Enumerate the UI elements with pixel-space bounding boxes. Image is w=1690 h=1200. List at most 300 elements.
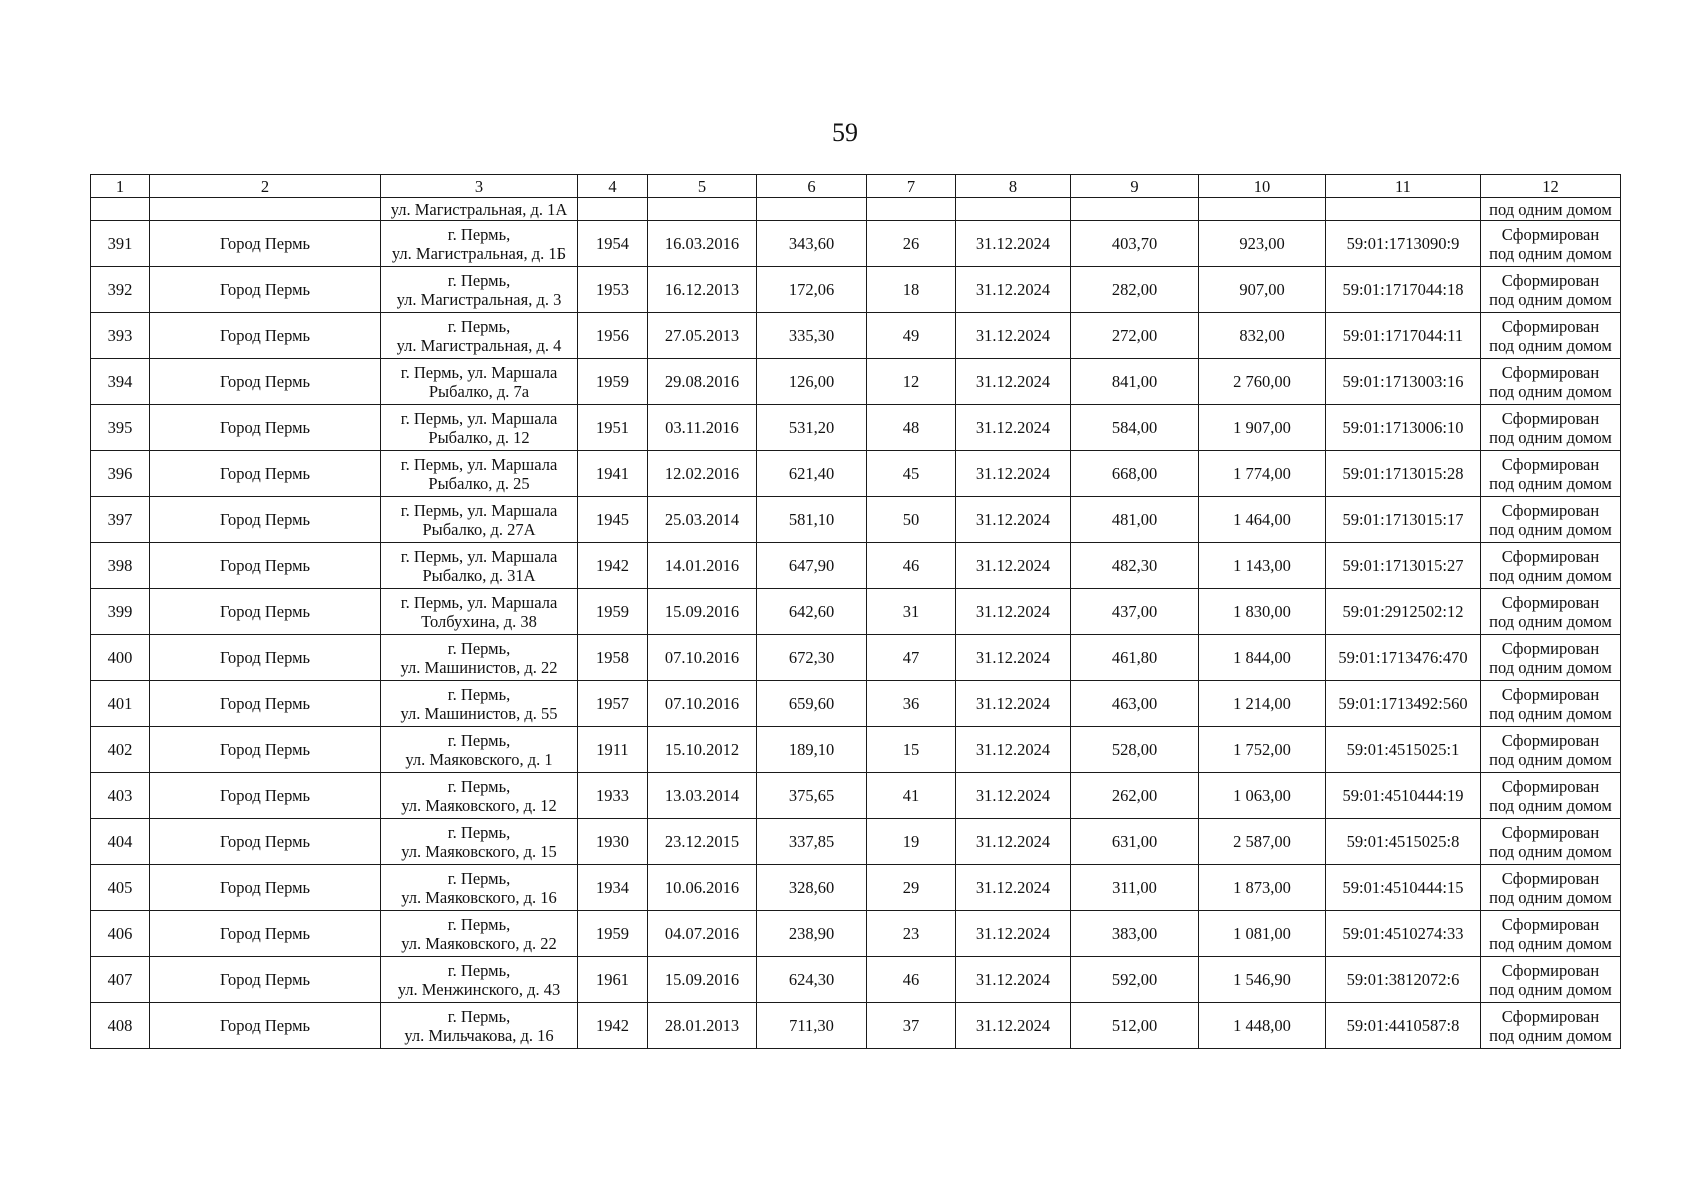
status-line-1: Сформирован (1501, 868, 1600, 888)
value-col9-cell: 383,00 (1071, 911, 1199, 957)
address-cell (381, 405, 578, 451)
value-col9-cell: 512,00 (1071, 1003, 1199, 1049)
area-cell: 647,90 (757, 543, 867, 589)
year-cell: 1911 (578, 727, 648, 773)
status-line-1: Сформирован (1501, 270, 1600, 290)
residents-cell: 12 (867, 359, 956, 405)
column-header: 4 (578, 175, 648, 198)
date-cell: 28.01.2013 (648, 1003, 757, 1049)
address-line-2: ул. Маяковского, д. 16 (401, 887, 557, 907)
date-cell: 04.07.2016 (648, 911, 757, 957)
address-cell (381, 957, 578, 1003)
address-cell (381, 221, 578, 267)
status-cell (1481, 497, 1621, 543)
residents-cell: 37 (867, 1003, 956, 1049)
table-row (91, 865, 1621, 911)
cell-empty (867, 198, 956, 221)
address-cell (381, 819, 578, 865)
deadline-cell: 31.12.2024 (956, 267, 1071, 313)
row-number: 392 (91, 267, 150, 313)
date-cell: 07.10.2016 (648, 635, 757, 681)
status-cell (1481, 911, 1621, 957)
cadastral-number-cell: 59:01:1713015:27 (1326, 543, 1481, 589)
address-cell (381, 773, 578, 819)
value-col10-cell: 1 143,00 (1199, 543, 1326, 589)
residents-cell: 48 (867, 405, 956, 451)
row-number: 391 (91, 221, 150, 267)
address-line-2: ул. Маяковского, д. 1 (405, 749, 553, 769)
date-cell: 23.12.2015 (648, 819, 757, 865)
address-line-1: г. Пермь, ул. Маршала (400, 592, 558, 612)
value-col10-cell: 923,00 (1199, 221, 1326, 267)
area-cell: 335,30 (757, 313, 867, 359)
deadline-cell: 31.12.2024 (956, 497, 1071, 543)
status-line-1: Сформирован (1501, 638, 1600, 658)
deadline-cell: 31.12.2024 (956, 865, 1071, 911)
year-cell: 1956 (578, 313, 648, 359)
value-col9-cell: 461,80 (1071, 635, 1199, 681)
cadastral-number-cell: 59:01:1713476:470 (1326, 635, 1481, 681)
deadline-cell: 31.12.2024 (956, 635, 1071, 681)
address-cell (381, 727, 578, 773)
status-line-1: Сформирован (1501, 1006, 1600, 1026)
date-cell: 03.11.2016 (648, 405, 757, 451)
value-col10-cell: 1 464,00 (1199, 497, 1326, 543)
value-col10-cell: 2 587,00 (1199, 819, 1326, 865)
address-line-1: г. Пермь, (447, 960, 511, 980)
column-header: 5 (648, 175, 757, 198)
status-cell (1481, 727, 1621, 773)
residents-cell: 29 (867, 865, 956, 911)
address-line-1: г. Пермь, (447, 822, 511, 842)
area-cell: 659,60 (757, 681, 867, 727)
deadline-cell: 31.12.2024 (956, 911, 1071, 957)
column-header: 7 (867, 175, 956, 198)
status-cell (1481, 313, 1621, 359)
year-cell: 1958 (578, 635, 648, 681)
address-line-1: г. Пермь, (447, 868, 511, 888)
row-number: 397 (91, 497, 150, 543)
year-cell: 1945 (578, 497, 648, 543)
status-line-2: под одним домом (1489, 243, 1612, 263)
continuation-status: под одним домом (1481, 198, 1621, 221)
value-col10-cell: 1 907,00 (1199, 405, 1326, 451)
column-header: 12 (1481, 175, 1621, 198)
municipality-cell: Город Пермь (150, 405, 381, 451)
value-col9-cell: 403,70 (1071, 221, 1199, 267)
deadline-cell: 31.12.2024 (956, 819, 1071, 865)
municipality-cell: Город Пермь (150, 497, 381, 543)
status-line-2: под одним домом (1489, 519, 1612, 539)
value-col10-cell: 1 844,00 (1199, 635, 1326, 681)
area-cell: 172,06 (757, 267, 867, 313)
status-line-1: Сформирован (1501, 408, 1600, 428)
table-row (91, 543, 1621, 589)
address-line-1: г. Пермь, ул. Маршала (400, 454, 558, 474)
address-cell (381, 313, 578, 359)
area-cell: 238,90 (757, 911, 867, 957)
cadastral-number-cell: 59:01:4515025:8 (1326, 819, 1481, 865)
year-cell: 1942 (578, 1003, 648, 1049)
address-line-1: г. Пермь, ул. Маршала (400, 408, 558, 428)
deadline-cell: 31.12.2024 (956, 773, 1071, 819)
address-line-2: ул. Магистральная, д. 3 (396, 289, 562, 309)
status-line-2: под одним домом (1489, 841, 1612, 861)
residents-cell: 31 (867, 589, 956, 635)
value-col10-cell: 1 752,00 (1199, 727, 1326, 773)
address-cell (381, 451, 578, 497)
date-cell: 15.10.2012 (648, 727, 757, 773)
deadline-cell: 31.12.2024 (956, 543, 1071, 589)
value-col9-cell: 584,00 (1071, 405, 1199, 451)
address-line-1: г. Пермь, ул. Маршала (400, 362, 558, 382)
area-cell: 642,60 (757, 589, 867, 635)
municipality-cell: Город Пермь (150, 773, 381, 819)
status-line-2: под одним домом (1489, 611, 1612, 631)
date-cell: 27.05.2013 (648, 313, 757, 359)
table-row (91, 911, 1621, 957)
address-line-1: г. Пермь, (447, 316, 511, 336)
residents-cell: 47 (867, 635, 956, 681)
cadastral-number-cell: 59:01:1713003:16 (1326, 359, 1481, 405)
address-cell (381, 635, 578, 681)
column-header: 1 (91, 175, 150, 198)
year-cell: 1934 (578, 865, 648, 911)
status-cell (1481, 451, 1621, 497)
address-line-1: г. Пермь, (447, 1006, 511, 1026)
year-cell: 1951 (578, 405, 648, 451)
deadline-cell: 31.12.2024 (956, 359, 1071, 405)
cadastral-number-cell: 59:01:4515025:1 (1326, 727, 1481, 773)
cell-empty (648, 198, 757, 221)
status-line-1: Сформирован (1501, 592, 1600, 612)
address-line-1: г. Пермь, ул. Маршала (400, 546, 558, 566)
municipality-cell: Город Пермь (150, 819, 381, 865)
residents-cell: 46 (867, 957, 956, 1003)
row-number: 407 (91, 957, 150, 1003)
cell-empty (150, 198, 381, 221)
area-cell: 343,60 (757, 221, 867, 267)
table-row (91, 635, 1621, 681)
table-row (91, 589, 1621, 635)
residents-cell: 19 (867, 819, 956, 865)
address-line-2: ул. Машинистов, д. 22 (400, 657, 558, 677)
deadline-cell: 31.12.2024 (956, 221, 1071, 267)
value-col10-cell: 907,00 (1199, 267, 1326, 313)
table-row (91, 957, 1621, 1003)
address-line-2: ул. Магистральная, д. 1Б (391, 243, 567, 263)
municipality-cell: Город Пермь (150, 589, 381, 635)
value-col10-cell: 832,00 (1199, 313, 1326, 359)
cell-empty (956, 198, 1071, 221)
row-number: 400 (91, 635, 150, 681)
date-cell: 15.09.2016 (648, 957, 757, 1003)
deadline-cell: 31.12.2024 (956, 405, 1071, 451)
municipality-cell: Город Пермь (150, 727, 381, 773)
address-line-2: Толбухина, д. 38 (421, 611, 537, 631)
address-line-2: Рыбалко, д. 12 (428, 427, 530, 447)
residents-cell: 46 (867, 543, 956, 589)
status-cell (1481, 359, 1621, 405)
value-col9-cell: 481,00 (1071, 497, 1199, 543)
address-line-2: Рыбалко, д. 25 (428, 473, 530, 493)
cell-empty (91, 198, 150, 221)
table-row (91, 313, 1621, 359)
year-cell: 1959 (578, 589, 648, 635)
value-col9-cell: 668,00 (1071, 451, 1199, 497)
address-line-1: г. Пермь, (447, 684, 511, 704)
status-line-2: под одним домом (1489, 795, 1612, 815)
address-line-2: ул. Менжинского, д. 43 (397, 979, 561, 999)
status-line-1: Сформирован (1501, 914, 1600, 934)
cell-empty (1326, 198, 1481, 221)
municipality-cell: Город Пермь (150, 313, 381, 359)
residents-cell: 36 (867, 681, 956, 727)
row-number: 393 (91, 313, 150, 359)
status-line-2: под одним домом (1489, 703, 1612, 723)
row-number: 404 (91, 819, 150, 865)
row-number: 395 (91, 405, 150, 451)
value-col10-cell: 1 774,00 (1199, 451, 1326, 497)
address-cell (381, 497, 578, 543)
residents-cell: 45 (867, 451, 956, 497)
residents-cell: 26 (867, 221, 956, 267)
status-line-1: Сформирован (1501, 362, 1600, 382)
column-header: 10 (1199, 175, 1326, 198)
residents-cell: 50 (867, 497, 956, 543)
value-col9-cell: 631,00 (1071, 819, 1199, 865)
cell-empty (578, 198, 648, 221)
address-line-2: Рыбалко, д. 7а (428, 381, 530, 401)
value-col10-cell: 1 214,00 (1199, 681, 1326, 727)
year-cell: 1961 (578, 957, 648, 1003)
status-line-1: Сформирован (1501, 776, 1600, 796)
area-cell: 375,65 (757, 773, 867, 819)
status-line-1: Сформирован (1501, 500, 1600, 520)
year-cell: 1953 (578, 267, 648, 313)
address-line-2: Рыбалко, д. 31А (422, 565, 536, 585)
continuation-address: ул. Магистральная, д. 1А (381, 198, 578, 221)
row-number: 396 (91, 451, 150, 497)
municipality-cell: Город Пермь (150, 911, 381, 957)
address-cell (381, 681, 578, 727)
address-line-1: г. Пермь, (447, 224, 511, 244)
date-cell: 14.01.2016 (648, 543, 757, 589)
address-line-1: г. Пермь, (447, 776, 511, 796)
value-col9-cell: 272,00 (1071, 313, 1199, 359)
date-cell: 16.12.2013 (648, 267, 757, 313)
value-col9-cell: 262,00 (1071, 773, 1199, 819)
address-line-1: г. Пермь, ул. Маршала (400, 500, 558, 520)
deadline-cell: 31.12.2024 (956, 957, 1071, 1003)
address-cell (381, 359, 578, 405)
status-line-1: Сформирован (1501, 730, 1600, 750)
value-col10-cell: 1 546,90 (1199, 957, 1326, 1003)
deadline-cell: 31.12.2024 (956, 589, 1071, 635)
status-cell (1481, 543, 1621, 589)
municipality-cell: Город Пермь (150, 1003, 381, 1049)
status-line-1: Сформирован (1501, 684, 1600, 704)
cadastral-number-cell: 59:01:1717044:18 (1326, 267, 1481, 313)
status-line-1: Сформирован (1501, 224, 1600, 244)
address-line-1: г. Пермь, (447, 914, 511, 934)
table-row (91, 727, 1621, 773)
residents-cell: 18 (867, 267, 956, 313)
area-cell: 624,30 (757, 957, 867, 1003)
area-cell: 126,00 (757, 359, 867, 405)
row-number: 402 (91, 727, 150, 773)
residents-cell: 23 (867, 911, 956, 957)
value-col10-cell: 1 830,00 (1199, 589, 1326, 635)
page-number: 59 (832, 118, 858, 147)
table-row (91, 221, 1621, 267)
address-line-2: ул. Маяковского, д. 22 (401, 933, 557, 953)
cadastral-number-cell: 59:01:4510444:19 (1326, 773, 1481, 819)
area-cell: 621,40 (757, 451, 867, 497)
value-col9-cell: 592,00 (1071, 957, 1199, 1003)
status-line-2: под одним домом (1489, 427, 1612, 447)
municipality-cell: Город Пермь (150, 221, 381, 267)
column-header: 11 (1326, 175, 1481, 198)
address-cell (381, 1003, 578, 1049)
cadastral-number-cell: 59:01:3812072:6 (1326, 957, 1481, 1003)
row-number: 403 (91, 773, 150, 819)
address-line-1: г. Пермь, (447, 638, 511, 658)
area-cell: 711,30 (757, 1003, 867, 1049)
table-row (91, 267, 1621, 313)
table-row (91, 497, 1621, 543)
row-number: 406 (91, 911, 150, 957)
deadline-cell: 31.12.2024 (956, 681, 1071, 727)
status-cell (1481, 773, 1621, 819)
table-row (91, 819, 1621, 865)
status-line-1: Сформирован (1501, 316, 1600, 336)
column-number-header-row (91, 175, 1621, 198)
year-cell: 1941 (578, 451, 648, 497)
year-cell: 1942 (578, 543, 648, 589)
area-cell: 581,10 (757, 497, 867, 543)
cadastral-number-cell: 59:01:4510444:15 (1326, 865, 1481, 911)
status-line-2: под одним домом (1489, 1025, 1612, 1045)
status-line-2: под одним домом (1489, 473, 1612, 493)
municipality-cell: Город Пермь (150, 957, 381, 1003)
row-number: 394 (91, 359, 150, 405)
year-cell: 1957 (578, 681, 648, 727)
cell-empty (757, 198, 867, 221)
status-line-1: Сформирован (1501, 960, 1600, 980)
cadastral-number-cell: 59:01:1713015:28 (1326, 451, 1481, 497)
status-line-1: Сформирован (1501, 546, 1600, 566)
value-col10-cell: 1 081,00 (1199, 911, 1326, 957)
housing-register-table (90, 174, 1621, 1049)
year-cell: 1959 (578, 359, 648, 405)
address-cell (381, 911, 578, 957)
cadastral-number-cell: 59:01:1713006:10 (1326, 405, 1481, 451)
value-col9-cell: 528,00 (1071, 727, 1199, 773)
status-cell (1481, 589, 1621, 635)
status-cell (1481, 865, 1621, 911)
municipality-cell: Город Пермь (150, 635, 381, 681)
address-line-2: ул. Машинистов, д. 55 (400, 703, 558, 723)
address-line-2: ул. Маяковского, д. 15 (401, 841, 557, 861)
deadline-cell: 31.12.2024 (956, 313, 1071, 359)
municipality-cell: Город Пермь (150, 865, 381, 911)
cell-empty (1071, 198, 1199, 221)
address-cell (381, 865, 578, 911)
status-cell (1481, 635, 1621, 681)
status-cell (1481, 405, 1621, 451)
municipality-cell: Город Пермь (150, 681, 381, 727)
value-col9-cell: 482,30 (1071, 543, 1199, 589)
status-line-2: под одним домом (1489, 335, 1612, 355)
year-cell: 1930 (578, 819, 648, 865)
address-cell (381, 543, 578, 589)
status-line-1: Сформирован (1501, 454, 1600, 474)
status-line-2: под одним домом (1489, 887, 1612, 907)
address-line-2: ул. Мильчакова, д. 16 (404, 1025, 554, 1045)
cadastral-number-cell: 59:01:1713015:17 (1326, 497, 1481, 543)
address-line-2: ул. Маяковского, д. 12 (401, 795, 557, 815)
cadastral-number-cell: 59:01:4410587:8 (1326, 1003, 1481, 1049)
value-col9-cell: 437,00 (1071, 589, 1199, 635)
municipality-cell: Город Пермь (150, 267, 381, 313)
row-number: 405 (91, 865, 150, 911)
cadastral-number-cell: 59:01:1713492:560 (1326, 681, 1481, 727)
deadline-cell: 31.12.2024 (956, 727, 1071, 773)
continuation-row (91, 198, 1621, 221)
date-cell: 07.10.2016 (648, 681, 757, 727)
value-col9-cell: 841,00 (1071, 359, 1199, 405)
address-line-1: г. Пермь, (447, 270, 511, 290)
status-cell (1481, 957, 1621, 1003)
value-col10-cell: 2 760,00 (1199, 359, 1326, 405)
table-row (91, 681, 1621, 727)
address-cell (381, 589, 578, 635)
cadastral-number-cell: 59:01:1717044:11 (1326, 313, 1481, 359)
status-line-2: под одним домом (1489, 979, 1612, 999)
value-col9-cell: 311,00 (1071, 865, 1199, 911)
area-cell: 531,20 (757, 405, 867, 451)
value-col10-cell: 1 873,00 (1199, 865, 1326, 911)
column-header: 2 (150, 175, 381, 198)
row-number: 408 (91, 1003, 150, 1049)
value-col9-cell: 282,00 (1071, 267, 1199, 313)
cadastral-number-cell: 59:01:4510274:33 (1326, 911, 1481, 957)
column-header: 9 (1071, 175, 1199, 198)
status-line-2: под одним домом (1489, 289, 1612, 309)
table-row (91, 359, 1621, 405)
value-col9-cell: 463,00 (1071, 681, 1199, 727)
address-line-1: г. Пермь, (447, 730, 511, 750)
area-cell: 672,30 (757, 635, 867, 681)
municipality-cell: Город Пермь (150, 543, 381, 589)
status-line-2: под одним домом (1489, 657, 1612, 677)
cadastral-number-cell: 59:01:1713090:9 (1326, 221, 1481, 267)
status-cell (1481, 267, 1621, 313)
table-row (91, 773, 1621, 819)
table-row (91, 405, 1621, 451)
year-cell: 1959 (578, 911, 648, 957)
year-cell: 1954 (578, 221, 648, 267)
date-cell: 29.08.2016 (648, 359, 757, 405)
column-header: 3 (381, 175, 578, 198)
area-cell: 337,85 (757, 819, 867, 865)
row-number: 399 (91, 589, 150, 635)
area-cell: 328,60 (757, 865, 867, 911)
cell-empty (1199, 198, 1326, 221)
status-line-2: под одним домом (1489, 565, 1612, 585)
status-cell (1481, 681, 1621, 727)
